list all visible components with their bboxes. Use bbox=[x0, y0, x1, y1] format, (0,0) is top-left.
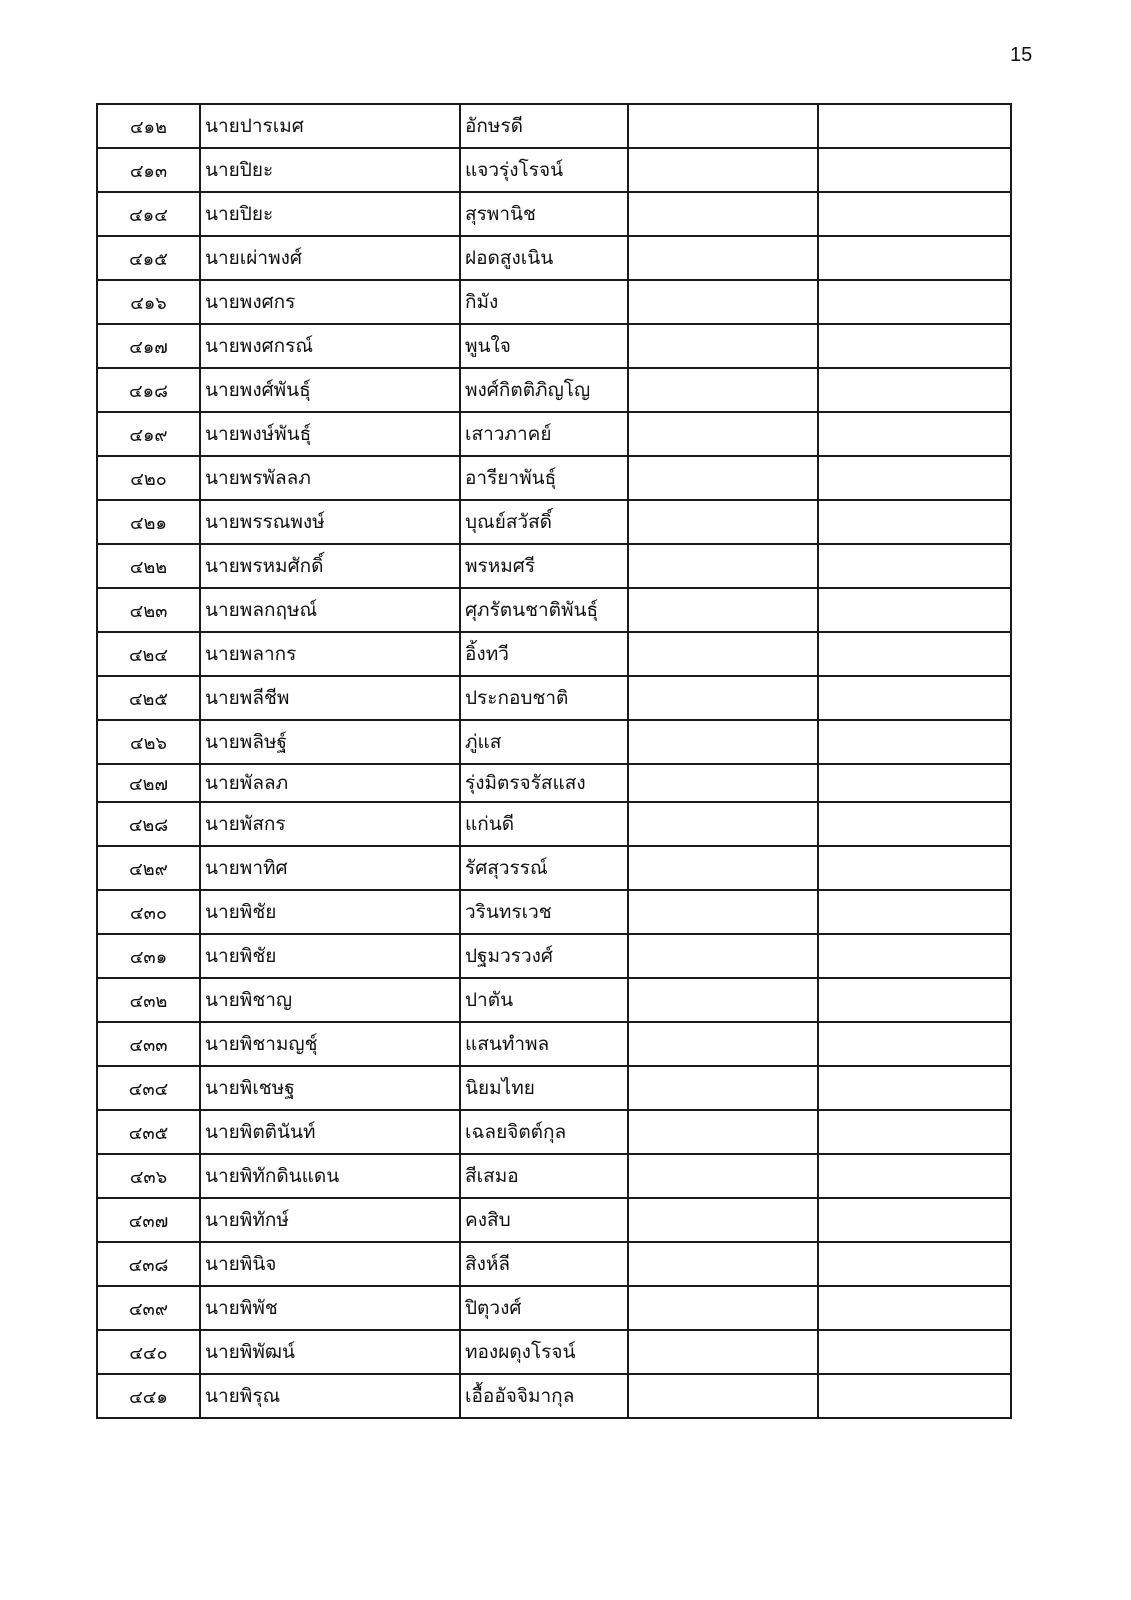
row-number-cell: ๔๔๑ bbox=[97, 1374, 200, 1418]
first-name-cell: นายพงษ์พันธุ์ bbox=[200, 412, 460, 456]
blank-cell bbox=[628, 846, 818, 890]
row-number-cell: ๔๓๔ bbox=[97, 1066, 200, 1110]
row-number-cell: ๔๒๖ bbox=[97, 720, 200, 764]
first-name-cell: นายพรรณพงษ์ bbox=[200, 500, 460, 544]
last-name-cell: ศุภรัตนชาติพันธุ์ bbox=[460, 588, 628, 632]
blank-cell bbox=[628, 1110, 818, 1154]
first-name-cell: นายพรพัลลภ bbox=[200, 456, 460, 500]
last-name-cell: พงศ์กิตติภิญโญ bbox=[460, 368, 628, 412]
first-name-cell: นายพงศกรณ์ bbox=[200, 324, 460, 368]
table-row bbox=[97, 632, 1011, 676]
row-number-cell: ๔๑๔ bbox=[97, 192, 200, 236]
first-name-cell: นายพิชัย bbox=[200, 890, 460, 934]
table-row bbox=[97, 236, 1011, 280]
blank-cell bbox=[818, 104, 1011, 148]
row-number-cell: ๔๒๙ bbox=[97, 846, 200, 890]
blank-cell bbox=[818, 1286, 1011, 1330]
first-name-cell: นายพลกฤษณ์ bbox=[200, 588, 460, 632]
first-name-cell: นายพินิจ bbox=[200, 1242, 460, 1286]
blank-cell bbox=[818, 192, 1011, 236]
blank-cell bbox=[818, 368, 1011, 412]
blank-cell bbox=[818, 1198, 1011, 1242]
blank-cell bbox=[818, 720, 1011, 764]
blank-cell bbox=[818, 1242, 1011, 1286]
blank-cell bbox=[818, 802, 1011, 846]
first-name-cell: นายพลิษฐ์ bbox=[200, 720, 460, 764]
blank-cell bbox=[628, 236, 818, 280]
table-row bbox=[97, 456, 1011, 500]
row-number-cell: ๔๓๐ bbox=[97, 890, 200, 934]
first-name-cell: นายพิทักษ์ bbox=[200, 1198, 460, 1242]
blank-cell bbox=[818, 632, 1011, 676]
first-name-cell: นายพิชาญ bbox=[200, 978, 460, 1022]
table-row bbox=[97, 280, 1011, 324]
last-name-cell: ประกอบชาติ bbox=[460, 676, 628, 720]
last-name-cell: ฝอดสูงเนิน bbox=[460, 236, 628, 280]
blank-cell bbox=[628, 368, 818, 412]
row-number-cell: ๔๑๒ bbox=[97, 104, 200, 148]
table-row bbox=[97, 544, 1011, 588]
blank-cell bbox=[818, 280, 1011, 324]
row-number-cell: ๔๓๙ bbox=[97, 1286, 200, 1330]
blank-cell bbox=[818, 324, 1011, 368]
blank-cell bbox=[628, 1330, 818, 1374]
last-name-cell: ปฐมวรวงศ์ bbox=[460, 934, 628, 978]
table-row bbox=[97, 104, 1011, 148]
table-row bbox=[97, 720, 1011, 764]
blank-cell bbox=[628, 1154, 818, 1198]
row-number-cell: ๔๓๑ bbox=[97, 934, 200, 978]
last-name-cell: รัศสุวรรณ์ bbox=[460, 846, 628, 890]
first-name-cell: นายพรหมศักดิ์ bbox=[200, 544, 460, 588]
blank-cell bbox=[818, 148, 1011, 192]
table-row bbox=[97, 412, 1011, 456]
row-number-cell: ๔๑๗ bbox=[97, 324, 200, 368]
row-number-cell: ๔๓๕ bbox=[97, 1110, 200, 1154]
blank-cell bbox=[628, 720, 818, 764]
last-name-cell: สิงห์ลี bbox=[460, 1242, 628, 1286]
last-name-cell: นิยมไทย bbox=[460, 1066, 628, 1110]
row-number-cell: ๔๑๙ bbox=[97, 412, 200, 456]
blank-cell bbox=[628, 148, 818, 192]
table-row bbox=[97, 676, 1011, 720]
first-name-cell: นายพิชามญชุ์ bbox=[200, 1022, 460, 1066]
last-name-cell: ปาตัน bbox=[460, 978, 628, 1022]
blank-cell bbox=[628, 1198, 818, 1242]
blank-cell bbox=[818, 1154, 1011, 1198]
blank-cell bbox=[818, 1374, 1011, 1418]
first-name-cell: นายพัสกร bbox=[200, 802, 460, 846]
last-name-cell: พูนใจ bbox=[460, 324, 628, 368]
last-name-cell: เอื้ออัจจิมากุล bbox=[460, 1374, 628, 1418]
row-number-cell: ๔๒๔ bbox=[97, 632, 200, 676]
blank-cell bbox=[628, 1374, 818, 1418]
row-number-cell: ๔๓๓ bbox=[97, 1022, 200, 1066]
first-name-cell: นายพิชัย bbox=[200, 934, 460, 978]
first-name-cell: นายปารเมศ bbox=[200, 104, 460, 148]
table-row bbox=[97, 1198, 1011, 1242]
name-list-body bbox=[97, 104, 1011, 1418]
row-number-cell: ๔๒๕ bbox=[97, 676, 200, 720]
row-number-cell: ๔๑๕ bbox=[97, 236, 200, 280]
first-name-cell: นายเผ่าพงศ์ bbox=[200, 236, 460, 280]
table-row bbox=[97, 324, 1011, 368]
last-name-cell: อิ้งทวี bbox=[460, 632, 628, 676]
blank-cell bbox=[818, 544, 1011, 588]
page-number: 15 bbox=[1010, 44, 1033, 66]
row-number-cell: ๔๒๗ bbox=[97, 764, 200, 802]
table-row bbox=[97, 802, 1011, 846]
first-name-cell: นายพัลลภ bbox=[200, 764, 460, 802]
table-row bbox=[97, 934, 1011, 978]
blank-cell bbox=[628, 324, 818, 368]
blank-cell bbox=[818, 676, 1011, 720]
table-row bbox=[97, 588, 1011, 632]
table-row bbox=[97, 1242, 1011, 1286]
row-number-cell: ๔๒๒ bbox=[97, 544, 200, 588]
blank-cell bbox=[818, 236, 1011, 280]
row-number-cell: ๔๒๑ bbox=[97, 500, 200, 544]
blank-cell bbox=[628, 676, 818, 720]
first-name-cell: นายปิยะ bbox=[200, 148, 460, 192]
table-row bbox=[97, 500, 1011, 544]
blank-cell bbox=[628, 500, 818, 544]
last-name-cell: ทองผดุงโรจน์ bbox=[460, 1330, 628, 1374]
blank-cell bbox=[818, 890, 1011, 934]
blank-cell bbox=[818, 1110, 1011, 1154]
first-name-cell: นายพิพัช bbox=[200, 1286, 460, 1330]
blank-cell bbox=[628, 764, 818, 802]
last-name-cell: แจวรุ่งโรจน์ bbox=[460, 148, 628, 192]
blank-cell bbox=[628, 1022, 818, 1066]
last-name-cell: แสนทำพล bbox=[460, 1022, 628, 1066]
blank-cell bbox=[628, 192, 818, 236]
first-name-cell: นายพิเชษฐ bbox=[200, 1066, 460, 1110]
row-number-cell: ๔๔๐ bbox=[97, 1330, 200, 1374]
first-name-cell: นายพิรุณ bbox=[200, 1374, 460, 1418]
table-row bbox=[97, 846, 1011, 890]
table-row bbox=[97, 1154, 1011, 1198]
first-name-cell: นายพงศ์พันธุ์ bbox=[200, 368, 460, 412]
blank-cell bbox=[628, 1286, 818, 1330]
table-row bbox=[97, 192, 1011, 236]
last-name-cell: กิมัง bbox=[460, 280, 628, 324]
table-row bbox=[97, 1066, 1011, 1110]
table-row bbox=[97, 1022, 1011, 1066]
first-name-cell: นายพงศกร bbox=[200, 280, 460, 324]
table-row bbox=[97, 1286, 1011, 1330]
first-name-cell: นายพลีชีพ bbox=[200, 676, 460, 720]
name-list-table bbox=[96, 103, 1012, 1419]
row-number-cell: ๔๑๓ bbox=[97, 148, 200, 192]
table-row bbox=[97, 978, 1011, 1022]
last-name-cell: บุณย์สวัสดิ์ bbox=[460, 500, 628, 544]
last-name-cell: แก่นดี bbox=[460, 802, 628, 846]
last-name-cell: สีเสมอ bbox=[460, 1154, 628, 1198]
blank-cell bbox=[818, 1066, 1011, 1110]
last-name-cell: อักษรดี bbox=[460, 104, 628, 148]
blank-cell bbox=[818, 456, 1011, 500]
row-number-cell: ๔๑๖ bbox=[97, 280, 200, 324]
first-name-cell: นายพิตตินันท์ bbox=[200, 1110, 460, 1154]
row-number-cell: ๔๒๐ bbox=[97, 456, 200, 500]
blank-cell bbox=[628, 412, 818, 456]
row-number-cell: ๔๒๘ bbox=[97, 802, 200, 846]
blank-cell bbox=[818, 588, 1011, 632]
blank-cell bbox=[628, 588, 818, 632]
blank-cell bbox=[628, 1066, 818, 1110]
first-name-cell: นายพาทิศ bbox=[200, 846, 460, 890]
row-number-cell: ๔๓๖ bbox=[97, 1154, 200, 1198]
blank-cell bbox=[818, 500, 1011, 544]
first-name-cell: นายปิยะ bbox=[200, 192, 460, 236]
last-name-cell: รุ่งมิตรจรัสแสง bbox=[460, 764, 628, 802]
blank-cell bbox=[628, 104, 818, 148]
blank-cell bbox=[628, 802, 818, 846]
table-row bbox=[97, 890, 1011, 934]
first-name-cell: นายพิพัฒน์ bbox=[200, 1330, 460, 1374]
blank-cell bbox=[818, 846, 1011, 890]
last-name-cell: พรหมศรี bbox=[460, 544, 628, 588]
blank-cell bbox=[628, 544, 818, 588]
table-row bbox=[97, 368, 1011, 412]
blank-cell bbox=[818, 1022, 1011, 1066]
blank-cell bbox=[628, 1242, 818, 1286]
last-name-cell: คงสิบ bbox=[460, 1198, 628, 1242]
blank-cell bbox=[818, 1330, 1011, 1374]
table-row bbox=[97, 1110, 1011, 1154]
first-name-cell: นายพลากร bbox=[200, 632, 460, 676]
last-name-cell: ภู่แส bbox=[460, 720, 628, 764]
row-number-cell: ๔๓๗ bbox=[97, 1198, 200, 1242]
blank-cell bbox=[818, 934, 1011, 978]
row-number-cell: ๔๓๘ bbox=[97, 1242, 200, 1286]
table-row bbox=[97, 148, 1011, 192]
last-name-cell: ปิตุวงศ์ bbox=[460, 1286, 628, 1330]
blank-cell bbox=[818, 764, 1011, 802]
row-number-cell: ๔๒๓ bbox=[97, 588, 200, 632]
last-name-cell: วรินทรเวช bbox=[460, 890, 628, 934]
table-row bbox=[97, 1330, 1011, 1374]
blank-cell bbox=[818, 978, 1011, 1022]
last-name-cell: อารียาพันธุ์ bbox=[460, 456, 628, 500]
blank-cell bbox=[628, 280, 818, 324]
last-name-cell: เสาวภาคย์ bbox=[460, 412, 628, 456]
first-name-cell: นายพิทักดินแดน bbox=[200, 1154, 460, 1198]
blank-cell bbox=[628, 934, 818, 978]
row-number-cell: ๔๓๒ bbox=[97, 978, 200, 1022]
last-name-cell: สุรพานิช bbox=[460, 192, 628, 236]
table-row bbox=[97, 764, 1011, 802]
blank-cell bbox=[628, 632, 818, 676]
blank-cell bbox=[628, 456, 818, 500]
row-number-cell: ๔๑๘ bbox=[97, 368, 200, 412]
blank-cell bbox=[818, 412, 1011, 456]
last-name-cell: เฉลยจิตต์กุล bbox=[460, 1110, 628, 1154]
blank-cell bbox=[628, 890, 818, 934]
table-row bbox=[97, 1374, 1011, 1418]
blank-cell bbox=[628, 978, 818, 1022]
